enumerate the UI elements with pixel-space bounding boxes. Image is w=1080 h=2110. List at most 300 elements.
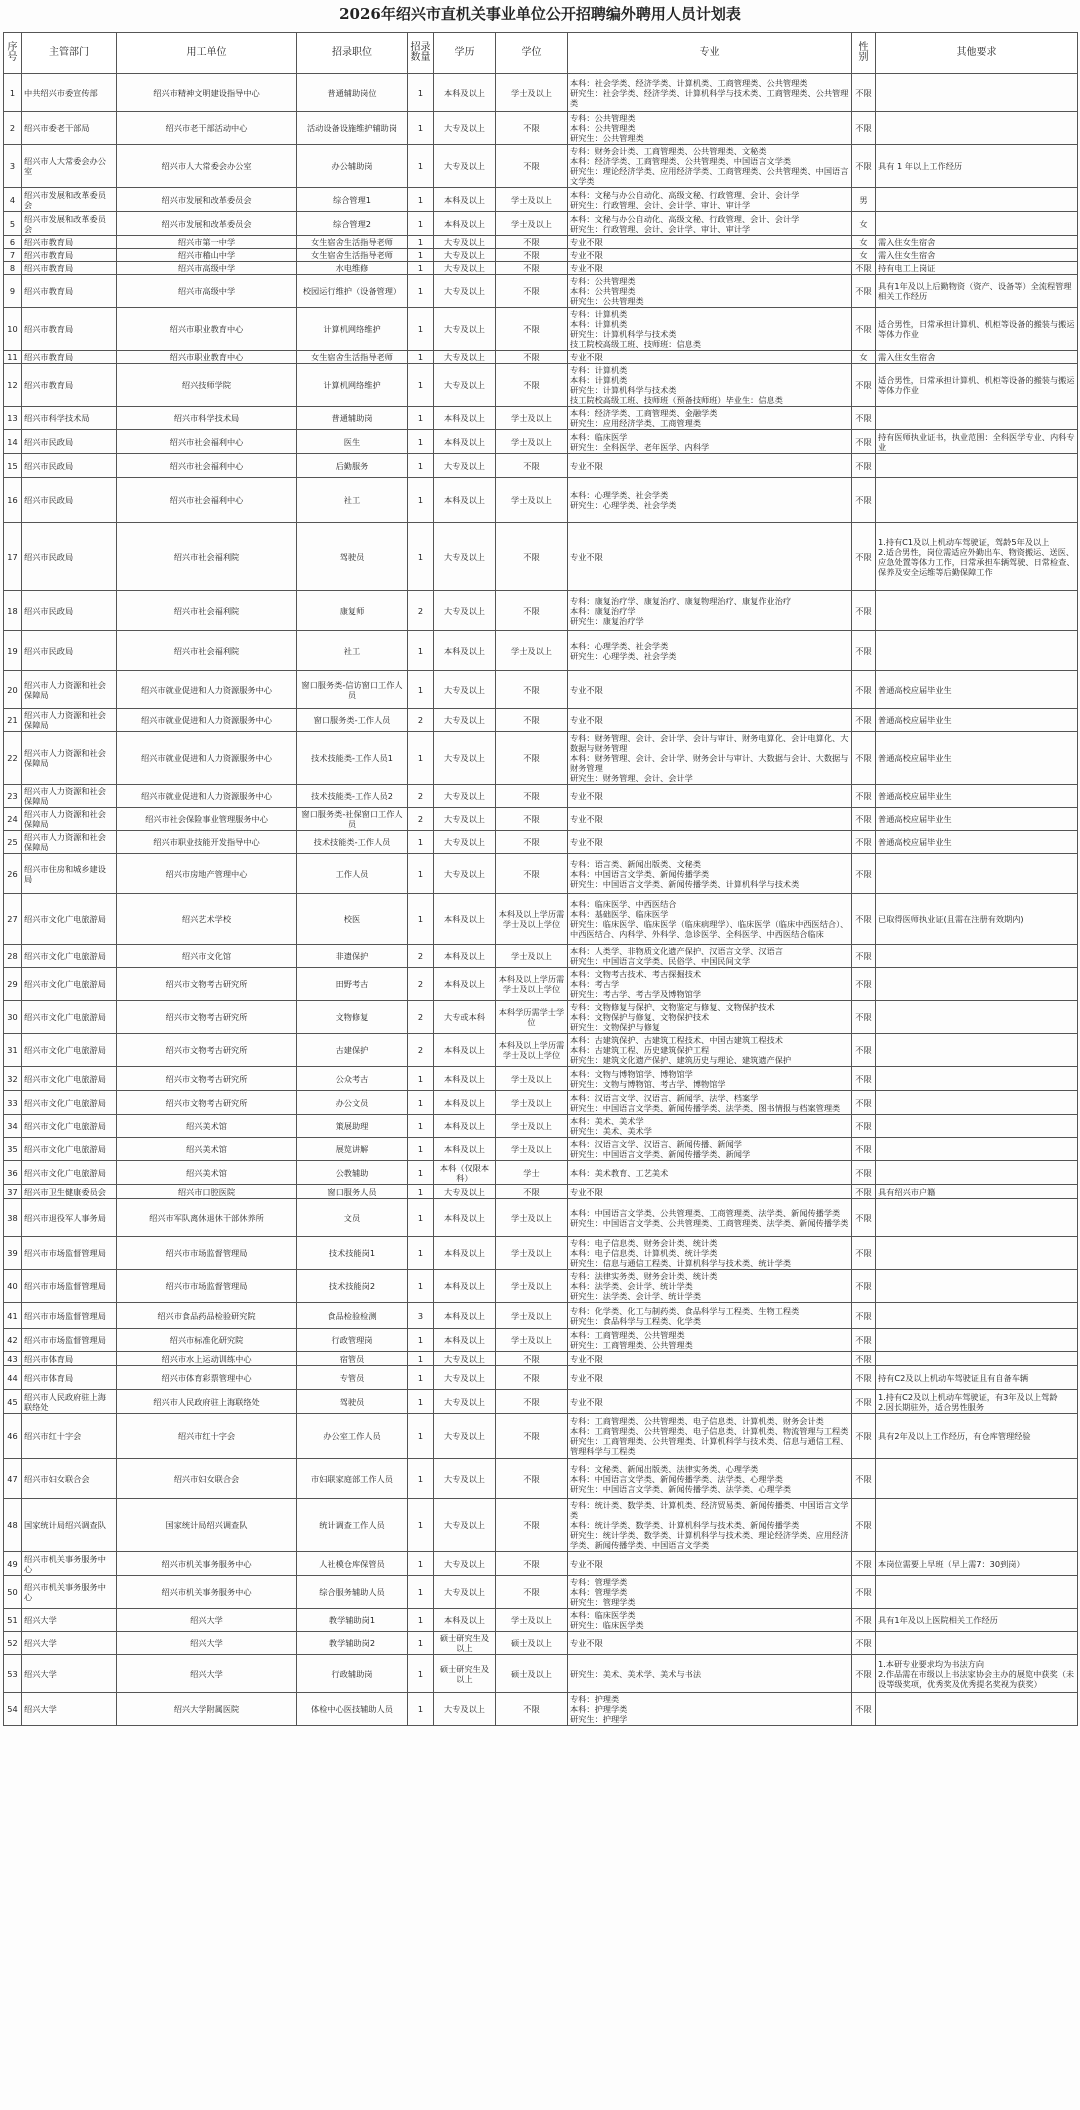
cell-gender: 不限 — [852, 1459, 876, 1499]
header-index: 序号 — [4, 33, 22, 74]
cell-degree: 学士及以上 — [496, 74, 568, 112]
cell-other — [876, 1034, 1078, 1067]
cell-index: 6 — [4, 236, 22, 249]
cell-position: 公教辅助 — [297, 1161, 408, 1185]
cell-employer: 绍兴市市场监督管理局 — [117, 1237, 297, 1270]
cell-other: 持有电工上岗证 — [876, 262, 1078, 275]
cell-education: 大专及以上 — [434, 671, 496, 709]
cell-degree: 不限 — [496, 1352, 568, 1366]
cell-quantity: 2 — [408, 591, 434, 631]
cell-position: 社工 — [297, 631, 408, 671]
cell-gender: 不限 — [852, 1632, 876, 1655]
cell-position: 行政管理岗 — [297, 1329, 408, 1352]
cell-degree: 硕士及以上 — [496, 1632, 568, 1655]
header-department: 主管部门 — [22, 33, 117, 74]
cell-quantity: 1 — [408, 212, 434, 236]
cell-education: 大专及以上 — [434, 732, 496, 785]
cell-department: 绍兴市民政局 — [22, 523, 117, 591]
cell-other: 需入住女生宿舍 — [876, 351, 1078, 364]
cell-education: 大专及以上 — [434, 275, 496, 308]
cell-education: 本科及以上 — [434, 631, 496, 671]
cell-major: 本科：临床医学 研究生：全科医学、老年医学、内科学 — [568, 430, 852, 454]
cell-gender: 不限 — [852, 945, 876, 968]
cell-employer: 绍兴市就业促进和人力资源服务中心 — [117, 732, 297, 785]
cell-other — [876, 1329, 1078, 1352]
cell-gender: 不限 — [852, 785, 876, 808]
cell-degree: 不限 — [496, 709, 568, 732]
table-row — [4, 1499, 1078, 1552]
cell-employer: 绍兴市发展和改革委员会 — [117, 212, 297, 236]
cell-other — [876, 1067, 1078, 1091]
cell-major: 专科：计算机类 本科：计算机类 研究生：计算机科学与技术类 技工院校高级工班、技师班（预备技师班）毕业生：信息类 — [568, 364, 852, 407]
cell-quantity: 1 — [408, 188, 434, 212]
cell-degree: 本科及以上学历需学士及以上学位 — [496, 894, 568, 945]
cell-education: 本科及以上 — [434, 1237, 496, 1270]
table-row — [4, 1138, 1078, 1161]
cell-index: 1 — [4, 74, 22, 112]
cell-department: 绍兴市妇女联合会 — [22, 1459, 117, 1499]
cell-index: 38 — [4, 1199, 22, 1237]
table-row — [4, 1459, 1078, 1499]
cell-quantity: 1 — [408, 262, 434, 275]
cell-employer: 绍兴美术馆 — [117, 1138, 297, 1161]
cell-major: 本科：工商管理类、公共管理类 研究生：工商管理类、公共管理类 — [568, 1329, 852, 1352]
cell-major: 专业不限 — [568, 262, 852, 275]
cell-education: 本科及以上 — [434, 1270, 496, 1303]
cell-quantity: 2 — [408, 945, 434, 968]
cell-other — [876, 631, 1078, 671]
cell-employer: 绍兴市社会福利院 — [117, 631, 297, 671]
cell-quantity: 1 — [408, 1366, 434, 1390]
cell-department: 绍兴市教育局 — [22, 249, 117, 262]
table-row — [4, 1185, 1078, 1199]
cell-employer: 绍兴市人民政府驻上海联络处 — [117, 1390, 297, 1414]
cell-quantity: 1 — [408, 478, 434, 523]
cell-other: 具有1年及以上医院相关工作经历 — [876, 1609, 1078, 1632]
cell-gender: 不限 — [852, 671, 876, 709]
cell-other: 持有C2及以上机动车驾驶证且有自备车辆 — [876, 1366, 1078, 1390]
cell-major: 本科：美术教育、工艺美术 — [568, 1161, 852, 1185]
cell-degree: 学士及以上 — [496, 1329, 568, 1352]
cell-employer: 绍兴市职业教育中心 — [117, 308, 297, 351]
cell-index: 27 — [4, 894, 22, 945]
cell-gender: 不限 — [852, 591, 876, 631]
cell-quantity: 1 — [408, 1655, 434, 1693]
cell-education: 大专及以上 — [434, 1414, 496, 1459]
cell-education: 本科及以上 — [434, 1067, 496, 1091]
cell-other — [876, 1693, 1078, 1726]
cell-index: 2 — [4, 112, 22, 145]
cell-education: 大专及以上 — [434, 236, 496, 249]
cell-department: 绍兴市文化广电旅游局 — [22, 1138, 117, 1161]
cell-gender: 女 — [852, 212, 876, 236]
table-row — [4, 808, 1078, 831]
cell-quantity: 1 — [408, 364, 434, 407]
cell-employer: 绍兴市妇女联合会 — [117, 1459, 297, 1499]
cell-education: 本科及以上 — [434, 74, 496, 112]
cell-quantity: 2 — [408, 1034, 434, 1067]
cell-gender: 女 — [852, 236, 876, 249]
cell-position: 统计调查工作人员 — [297, 1499, 408, 1552]
cell-index: 4 — [4, 188, 22, 212]
cell-degree: 本科及以上学历需学士及以上学位 — [496, 968, 568, 1001]
cell-department: 绍兴市卫生健康委员会 — [22, 1185, 117, 1199]
table-row — [4, 894, 1078, 945]
cell-quantity: 2 — [408, 785, 434, 808]
cell-quantity: 1 — [408, 275, 434, 308]
cell-employer: 绍兴市高级中学 — [117, 275, 297, 308]
cell-degree: 不限 — [496, 785, 568, 808]
cell-employer: 绍兴市机关事务服务中心 — [117, 1576, 297, 1609]
cell-quantity: 1 — [408, 236, 434, 249]
cell-degree: 学士及以上 — [496, 430, 568, 454]
cell-degree: 不限 — [496, 145, 568, 188]
table-row — [4, 262, 1078, 275]
cell-position: 策展助理 — [297, 1115, 408, 1138]
cell-quantity: 1 — [408, 1552, 434, 1576]
cell-degree: 不限 — [496, 831, 568, 854]
table-row — [4, 1552, 1078, 1576]
table-row — [4, 1414, 1078, 1459]
cell-position: 普通辅助岗 — [297, 407, 408, 430]
cell-gender: 不限 — [852, 1552, 876, 1576]
table-row — [4, 1609, 1078, 1632]
cell-other: 适合男性，日常承担计算机、机柜等设备的搬装与搬运等体力作业 — [876, 308, 1078, 351]
cell-index: 39 — [4, 1237, 22, 1270]
cell-employer: 绍兴市老干部活动中心 — [117, 112, 297, 145]
cell-index: 51 — [4, 1609, 22, 1632]
cell-department: 绍兴市机关事务服务中心 — [22, 1576, 117, 1609]
cell-major: 本科：文秘与办公自动化、高级文秘、行政管理、会计、会计学 研究生：行政管理、会计、会计学、审计、审计学 — [568, 188, 852, 212]
cell-quantity: 1 — [408, 351, 434, 364]
cell-index: 9 — [4, 275, 22, 308]
cell-position: 展览讲解 — [297, 1138, 408, 1161]
cell-index: 5 — [4, 212, 22, 236]
cell-other — [876, 1270, 1078, 1303]
cell-index: 26 — [4, 854, 22, 894]
cell-department: 绍兴市教育局 — [22, 236, 117, 249]
cell-quantity: 1 — [408, 631, 434, 671]
table-row — [4, 1199, 1078, 1237]
cell-gender: 不限 — [852, 968, 876, 1001]
cell-position: 计算机网络维护 — [297, 364, 408, 407]
cell-gender: 不限 — [852, 1067, 876, 1091]
cell-major: 专科：财务管理、会计、会计学、会计与审计、财务电算化、会计电算化、大数据与财务管理 本科：财务管理、会计、会计学、财务会计与审计、大数据与会计、大数据与财务管理 研究生：财务管理、会计、会计学 — [568, 732, 852, 785]
cell-education: 大专及以上 — [434, 1185, 496, 1199]
cell-department: 绍兴市市场监督管理局 — [22, 1270, 117, 1303]
cell-employer: 绍兴美术馆 — [117, 1161, 297, 1185]
cell-education: 大专及以上 — [434, 523, 496, 591]
table-row — [4, 591, 1078, 631]
cell-quantity: 2 — [408, 968, 434, 1001]
cell-position: 综合服务辅助人员 — [297, 1576, 408, 1609]
cell-department: 绍兴市文化广电旅游局 — [22, 1034, 117, 1067]
table-row — [4, 1366, 1078, 1390]
cell-department: 绍兴市体育局 — [22, 1352, 117, 1366]
cell-employer: 绍兴市职业技能开发指导中心 — [117, 831, 297, 854]
cell-employer: 绍兴市精神文明建设指导中心 — [117, 74, 297, 112]
cell-index: 41 — [4, 1303, 22, 1329]
cell-employer: 绍兴市稽山中学 — [117, 249, 297, 262]
cell-education: 本科及以上 — [434, 1115, 496, 1138]
cell-major: 本科：汉语言文学、汉语言、新闻学、法学、档案学 研究生：中国语言文学类、新闻传播学类、法学类、图书情报与档案管理类 — [568, 1091, 852, 1115]
table-row — [4, 732, 1078, 785]
cell-gender: 不限 — [852, 1303, 876, 1329]
cell-department: 国家统计局绍兴调查队 — [22, 1499, 117, 1552]
cell-gender: 不限 — [852, 74, 876, 112]
cell-index: 16 — [4, 478, 22, 523]
cell-other — [876, 212, 1078, 236]
cell-index: 11 — [4, 351, 22, 364]
table-row — [4, 709, 1078, 732]
cell-major: 专业不限 — [568, 1366, 852, 1390]
cell-index: 19 — [4, 631, 22, 671]
cell-education: 本科（仅限本科） — [434, 1161, 496, 1185]
cell-major: 本科：心理学类、社会学类 研究生：心理学类、社会学类 — [568, 631, 852, 671]
cell-gender: 不限 — [852, 1237, 876, 1270]
cell-major: 专科：管理学类 本科：管理学类 研究生：管理学类 — [568, 1576, 852, 1609]
cell-education: 大专及以上 — [434, 351, 496, 364]
cell-quantity: 1 — [408, 1609, 434, 1632]
cell-employer: 绍兴大学 — [117, 1655, 297, 1693]
cell-other: 1.持有C1及以上机动车驾驶证，驾龄5年及以上 2.适合男性，岗位需适应外勤出车、物资搬运、送医、应急处置等体力工作，日常承担车辆驾驶、日常检查、保养及安全运维等后勤保障工作 — [876, 523, 1078, 591]
cell-department: 绍兴市机关事务服务中心 — [22, 1552, 117, 1576]
cell-other — [876, 1352, 1078, 1366]
cell-degree: 不限 — [496, 1366, 568, 1390]
cell-position: 校园运行维护（设备管理） — [297, 275, 408, 308]
cell-degree: 学士及以上 — [496, 1237, 568, 1270]
cell-quantity: 1 — [408, 1632, 434, 1655]
cell-gender: 不限 — [852, 1352, 876, 1366]
cell-degree: 不限 — [496, 112, 568, 145]
cell-degree: 学士及以上 — [496, 1067, 568, 1091]
cell-other — [876, 1138, 1078, 1161]
cell-degree: 学士及以上 — [496, 478, 568, 523]
cell-quantity: 1 — [408, 732, 434, 785]
table-row — [4, 945, 1078, 968]
cell-index: 52 — [4, 1632, 22, 1655]
cell-degree: 学士及以上 — [496, 1138, 568, 1161]
cell-other — [876, 968, 1078, 1001]
cell-major: 本科：临床医学类 研究生：临床医学类 — [568, 1609, 852, 1632]
cell-degree: 不限 — [496, 1499, 568, 1552]
cell-employer: 绍兴市文物考古研究所 — [117, 1034, 297, 1067]
table-row — [4, 1270, 1078, 1303]
cell-employer: 绍兴市军队离休退休干部休养所 — [117, 1199, 297, 1237]
cell-education: 本科及以上 — [434, 968, 496, 1001]
cell-position: 计算机网络维护 — [297, 308, 408, 351]
cell-degree: 不限 — [496, 1693, 568, 1726]
cell-gender: 不限 — [852, 1001, 876, 1034]
cell-gender: 不限 — [852, 1115, 876, 1138]
cell-index: 40 — [4, 1270, 22, 1303]
cell-major: 专业不限 — [568, 454, 852, 478]
cell-position: 综合管理2 — [297, 212, 408, 236]
cell-other — [876, 1199, 1078, 1237]
cell-position: 技术技能岗2 — [297, 1270, 408, 1303]
cell-index: 25 — [4, 831, 22, 854]
cell-other — [876, 1632, 1078, 1655]
cell-index: 42 — [4, 1329, 22, 1352]
cell-education: 本科及以上 — [434, 430, 496, 454]
cell-department: 绍兴市人力资源和社会保障局 — [22, 709, 117, 732]
cell-education: 大专及以上 — [434, 1552, 496, 1576]
cell-index: 48 — [4, 1499, 22, 1552]
cell-employer: 绍兴市红十字会 — [117, 1414, 297, 1459]
cell-major: 专业不限 — [568, 709, 852, 732]
header-quantity: 招录数量 — [408, 33, 434, 74]
cell-education: 大专及以上 — [434, 591, 496, 631]
cell-position: 专管员 — [297, 1366, 408, 1390]
cell-education: 本科及以上 — [434, 1199, 496, 1237]
cell-index: 15 — [4, 454, 22, 478]
table-row — [4, 671, 1078, 709]
table-row — [4, 351, 1078, 364]
cell-quantity: 1 — [408, 1693, 434, 1726]
cell-degree: 不限 — [496, 1185, 568, 1199]
cell-major: 专科：化学类、化工与制药类、食品科学与工程类、生物工程类 研究生：食品科学与工程类、化学类 — [568, 1303, 852, 1329]
cell-other: 具有 1 年以上工作经历 — [876, 145, 1078, 188]
cell-position: 行政辅助岗 — [297, 1655, 408, 1693]
cell-index: 12 — [4, 364, 22, 407]
cell-gender: 不限 — [852, 275, 876, 308]
cell-gender: 不限 — [852, 112, 876, 145]
cell-degree: 学士及以上 — [496, 1091, 568, 1115]
cell-quantity: 1 — [408, 430, 434, 454]
cell-education: 本科及以上 — [434, 188, 496, 212]
cell-other: 普通高校应届毕业生 — [876, 709, 1078, 732]
cell-gender: 女 — [852, 249, 876, 262]
cell-quantity: 1 — [408, 1270, 434, 1303]
cell-department: 绍兴市发展和改革委员会 — [22, 188, 117, 212]
cell-position: 技术技能类-工作人员 — [297, 831, 408, 854]
cell-employer: 绍兴市口腔医院 — [117, 1185, 297, 1199]
cell-position: 古建保护 — [297, 1034, 408, 1067]
cell-department: 绍兴市文化广电旅游局 — [22, 1001, 117, 1034]
cell-major: 专科：护理类 本科：护理学类 研究生：护理学 — [568, 1693, 852, 1726]
cell-gender: 不限 — [852, 262, 876, 275]
cell-education: 本科及以上 — [434, 1138, 496, 1161]
cell-department: 绍兴市红十字会 — [22, 1414, 117, 1459]
cell-quantity: 1 — [408, 145, 434, 188]
cell-position: 文员 — [297, 1199, 408, 1237]
cell-position: 窗口服务类-工作人员 — [297, 709, 408, 732]
cell-employer: 绍兴大学 — [117, 1609, 297, 1632]
table-header-row — [4, 33, 1078, 74]
cell-index: 37 — [4, 1185, 22, 1199]
table-row — [4, 1115, 1078, 1138]
cell-index: 45 — [4, 1390, 22, 1414]
cell-department: 绍兴市教育局 — [22, 275, 117, 308]
cell-quantity: 1 — [408, 1237, 434, 1270]
cell-gender: 男 — [852, 188, 876, 212]
cell-position: 工作人员 — [297, 854, 408, 894]
cell-gender: 不限 — [852, 1199, 876, 1237]
cell-quantity: 1 — [408, 1352, 434, 1366]
cell-gender: 不限 — [852, 1270, 876, 1303]
cell-quantity: 2 — [408, 808, 434, 831]
cell-position: 田野考古 — [297, 968, 408, 1001]
cell-other: 1.本研专业要求均为书法方向 2.作品需在市级以上书法家协会主办的展览中获奖（未设等级奖项，优秀奖及优秀提名奖视为获奖） — [876, 1655, 1078, 1693]
table-row — [4, 1303, 1078, 1329]
cell-quantity: 1 — [408, 1390, 434, 1414]
cell-other — [876, 854, 1078, 894]
cell-index: 33 — [4, 1091, 22, 1115]
cell-employer: 绍兴市第一中学 — [117, 236, 297, 249]
cell-major: 专业不限 — [568, 1352, 852, 1366]
cell-employer: 绍兴市标准化研究院 — [117, 1329, 297, 1352]
cell-other — [876, 1091, 1078, 1115]
cell-degree: 不限 — [496, 454, 568, 478]
cell-employer: 绍兴市水上运动训练中心 — [117, 1352, 297, 1366]
cell-gender: 不限 — [852, 1693, 876, 1726]
cell-department: 绍兴市民政局 — [22, 591, 117, 631]
cell-employer: 绍兴市体育彩票管理中心 — [117, 1366, 297, 1390]
cell-department: 绍兴市住房和城乡建设局 — [22, 854, 117, 894]
cell-department: 绍兴市教育局 — [22, 308, 117, 351]
cell-employer: 绍兴市社会福利中心 — [117, 454, 297, 478]
cell-employer: 绍兴市就业促进和人力资源服务中心 — [117, 785, 297, 808]
cell-education: 大专及以上 — [434, 854, 496, 894]
cell-position: 窗口服务类-信访窗口工作人员 — [297, 671, 408, 709]
cell-degree: 不限 — [496, 591, 568, 631]
cell-education: 本科及以上 — [434, 894, 496, 945]
table-row — [4, 430, 1078, 454]
cell-position: 康复师 — [297, 591, 408, 631]
cell-department: 绍兴市民政局 — [22, 430, 117, 454]
cell-gender: 不限 — [852, 1138, 876, 1161]
table-row — [4, 1091, 1078, 1115]
cell-employer: 绍兴市市场监督管理局 — [117, 1270, 297, 1303]
cell-index: 28 — [4, 945, 22, 968]
cell-department: 绍兴市教育局 — [22, 364, 117, 407]
cell-position: 技术技能类-工作人员1 — [297, 732, 408, 785]
cell-gender: 不限 — [852, 308, 876, 351]
cell-major: 专科：电子信息类、财务会计类、统计类 本科：电子信息类、计算机类、统计学类 研究生：信息与通信工程类、计算机科学与技术类、统计学类 — [568, 1237, 852, 1270]
cell-quantity: 3 — [408, 1303, 434, 1329]
cell-gender: 不限 — [852, 1499, 876, 1552]
header-degree: 学位 — [496, 33, 568, 74]
cell-degree: 学士及以上 — [496, 1270, 568, 1303]
table-row — [4, 212, 1078, 236]
table-row — [4, 236, 1078, 249]
cell-gender: 不限 — [852, 854, 876, 894]
cell-employer: 绍兴市就业促进和人力资源服务中心 — [117, 671, 297, 709]
cell-employer: 绍兴市人大常委会办公室 — [117, 145, 297, 188]
table-row — [4, 968, 1078, 1001]
cell-gender: 不限 — [852, 1091, 876, 1115]
cell-quantity: 1 — [408, 249, 434, 262]
cell-department: 绍兴市市场监督管理局 — [22, 1303, 117, 1329]
cell-employer: 绍兴市社会福利中心 — [117, 478, 297, 523]
header-other: 其他要求 — [876, 33, 1078, 74]
cell-employer: 绍兴技师学院 — [117, 364, 297, 407]
cell-quantity: 2 — [408, 1001, 434, 1034]
cell-index: 21 — [4, 709, 22, 732]
cell-degree: 不限 — [496, 262, 568, 275]
cell-degree: 学士及以上 — [496, 1303, 568, 1329]
cell-department: 绍兴大学 — [22, 1609, 117, 1632]
cell-gender: 不限 — [852, 523, 876, 591]
cell-index: 18 — [4, 591, 22, 631]
cell-education: 大专及以上 — [434, 112, 496, 145]
cell-position: 水电维修 — [297, 262, 408, 275]
cell-major: 专业不限 — [568, 249, 852, 262]
cell-education: 大专及以上 — [434, 249, 496, 262]
cell-quantity: 1 — [408, 1138, 434, 1161]
cell-major: 专科：法律实务类、财务会计类、统计类 本科：法学类、会计学、统计学类 研究生：法学类、会计学、统计学类 — [568, 1270, 852, 1303]
cell-degree: 学士及以上 — [496, 1115, 568, 1138]
